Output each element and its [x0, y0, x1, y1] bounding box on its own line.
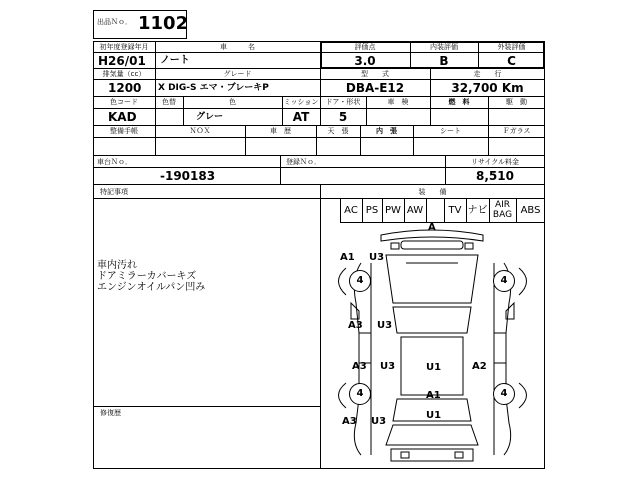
wheel-front-left-score: 4 — [349, 270, 371, 292]
lot-label: 出品Ｎｏ． — [97, 18, 132, 26]
mission-value: AT — [292, 110, 310, 124]
damage-left-door-a: A3 — [348, 320, 363, 331]
notes-label: 特記事項 — [100, 188, 128, 196]
recycle-value: 8,510 — [476, 169, 514, 183]
manual-label: 整備手帳 — [110, 127, 138, 135]
color-label: 色 — [229, 98, 236, 106]
mileage-label: 走 行 — [473, 70, 502, 78]
reg-date-value: H26/01 — [98, 54, 146, 68]
equipment-aw: AW — [406, 205, 424, 216]
note-line-2: ドアミラーカバーキズ — [97, 271, 197, 282]
equipment-tv: TV — [448, 205, 462, 216]
interior-score-value: B — [439, 54, 449, 68]
recycle-label: リサイクル料金 — [470, 158, 520, 166]
seat-label: シート — [440, 127, 461, 135]
doors-label: ドア・形状 — [325, 98, 361, 106]
grade-value: X DIG-S エマ・ブレーキP — [158, 83, 269, 93]
equipment-label: 装 備 — [418, 188, 447, 196]
chassis-value: -190183 — [160, 169, 216, 183]
type-label: 型 式 — [361, 70, 389, 78]
fuel-label: 燃 料 — [448, 98, 470, 106]
interior-score-label: 内装評価 — [430, 43, 458, 51]
damage-center: U1 — [426, 362, 442, 373]
damage-rear-upper: A1 — [426, 390, 441, 401]
mission-label: ミッション — [283, 98, 319, 106]
drive-label: 駆 動 — [506, 98, 527, 106]
score-label: 評価点 — [354, 43, 376, 51]
equipment-navi: ナビ — [467, 205, 488, 216]
damage-rear-left-a: A3 — [342, 416, 357, 427]
registration-no-label: 登録Ｎｏ． — [286, 158, 321, 166]
exterior-score-value: C — [507, 54, 516, 68]
model-label: 車 名 — [220, 43, 255, 51]
damage-right-rear: A2 — [472, 361, 487, 372]
equipment-ps: PS — [365, 205, 379, 216]
damage-left-rear-u: U3 — [380, 361, 396, 372]
repair-history-label: 修復歴 — [100, 409, 121, 417]
damage-rear-left-u: U3 — [371, 416, 387, 427]
equipment-abs: ABS — [520, 205, 541, 216]
wheel-front-right-score: 4 — [493, 270, 515, 292]
wheel-rear-left-score: 4 — [349, 383, 371, 405]
damage-rear: U1 — [426, 410, 442, 421]
mileage-value: 32,700 Km — [451, 81, 524, 95]
damage-front-left-u: U3 — [369, 252, 385, 263]
inspection-label: 車 検 — [387, 98, 409, 106]
history-label: 車 歴 — [270, 127, 291, 135]
reg-date-label: 初年度登録年月 — [99, 43, 149, 51]
doors-value: 5 — [338, 110, 348, 124]
lot-number: 1102 — [138, 13, 189, 34]
note-line-1: 車内汚れ — [97, 260, 137, 271]
model-value: ノート — [160, 55, 190, 66]
color-change-label: 色替 — [162, 98, 176, 106]
grade-label: グレード — [223, 70, 252, 78]
color-value: グレー — [196, 112, 224, 122]
note-line-3: エンジンオイルパン凹み — [97, 282, 206, 293]
equipment-ac: AC — [344, 205, 358, 216]
damage-front-left-a: A1 — [340, 252, 355, 263]
wheel-rear-right-score: 4 — [493, 383, 515, 405]
nox-label: ＮＯＸ — [189, 127, 211, 135]
damage-front: A — [428, 222, 436, 233]
type-value: DBA-E12 — [345, 81, 405, 95]
exterior-score-label: 外装評価 — [497, 43, 526, 51]
displacement-label: 排気量（cc） — [102, 70, 146, 78]
roof-label: 天 張 — [327, 127, 349, 135]
chassis-label: 車台Ｎｏ． — [97, 158, 132, 166]
equipment-pw: PW — [385, 205, 401, 216]
damage-left-door-u: U3 — [377, 320, 393, 331]
equipment-airbag: AIR BAG — [492, 200, 513, 220]
score-value: 3.0 — [354, 54, 376, 68]
interior-trim-label: 内 張 — [376, 127, 397, 135]
color-code-label: 色コード — [110, 98, 138, 106]
displacement-value: 1200 — [108, 81, 142, 95]
damage-left-rear-a: A3 — [352, 361, 367, 372]
color-code-value: KAD — [108, 110, 137, 124]
glass-label: Ｆガラス — [502, 127, 531, 135]
